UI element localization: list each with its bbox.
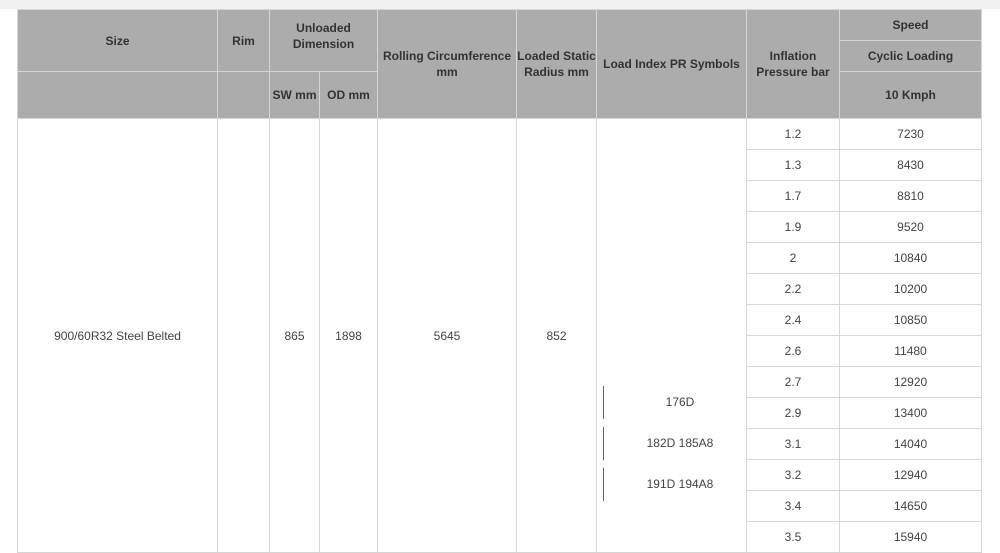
loaded-static-radius-cell: 852 <box>517 119 597 553</box>
cyclic-load-value: 9520 <box>840 212 982 243</box>
inflation-pressure-value: 3.2 <box>747 460 840 491</box>
cyclic-load-value: 7230 <box>840 119 982 150</box>
cyclic-load-value: 14040 <box>840 429 982 460</box>
cyclic-load-value: 8430 <box>840 150 982 181</box>
header-unloaded-dimension-label: Unloaded Dimension <box>292 20 355 51</box>
header-loaded-static-radius: Loaded Static Radius mm <box>517 10 597 119</box>
cyclic-load-value: 8810 <box>840 181 982 212</box>
header-sw: SW mm <box>270 72 320 119</box>
header-unloaded-dimension <box>270 10 378 72</box>
table-body <box>18 119 982 553</box>
cyclic-load-value: 10840 <box>840 243 982 274</box>
header-rim: Rim <box>218 10 270 72</box>
cyclic-load-value: 11480 <box>840 336 982 367</box>
header-od: OD mm <box>320 72 378 119</box>
inflation-pressure-value: 1.7 <box>747 181 840 212</box>
cyclic-load-value: 15940 <box>840 522 982 553</box>
header-speed: Speed <box>840 10 982 41</box>
page-top-strip <box>0 0 1000 9</box>
inflation-pressure-value: 2 <box>747 243 840 274</box>
tire-spec-table <box>17 9 982 553</box>
header-load-index: Load Index PR Symbols <box>597 10 747 119</box>
inflation-pressure-value: 2.9 <box>747 398 840 429</box>
tire-od-cell: 1898 <box>320 119 378 553</box>
cyclic-load-value: 12920 <box>840 367 982 398</box>
table-wrapper <box>17 9 982 553</box>
header-speed-value: 10 Kmph <box>840 72 982 119</box>
tire-size-cell: 900/60R32 Steel Belted <box>18 119 218 553</box>
rolling-circumference-cell: 5645 <box>378 119 517 553</box>
inflation-pressure-value: 2.6 <box>747 336 840 367</box>
header-rim-cont <box>218 72 270 119</box>
load-index-item: 176D <box>603 386 746 419</box>
header-cyclic-loading: Cyclic Loading <box>840 41 982 72</box>
inflation-pressure-value: 2.7 <box>747 367 840 398</box>
load-index-item: 191D 194A8 <box>603 468 746 501</box>
table-row <box>18 119 982 150</box>
inflation-pressure-value: 1.3 <box>747 150 840 181</box>
load-index-item: 182D 185A8 <box>603 427 746 460</box>
inflation-pressure-value: 3.1 <box>747 429 840 460</box>
header-inflation-pressure: Inflation Pressure bar <box>747 10 840 119</box>
inflation-pressure-value: 1.9 <box>747 212 840 243</box>
cyclic-load-value: 14650 <box>840 491 982 522</box>
tire-rim-cell <box>218 119 270 553</box>
inflation-pressure-value: 3.4 <box>747 491 840 522</box>
cyclic-load-value: 10200 <box>840 274 982 305</box>
inflation-pressure-value: 2.4 <box>747 305 840 336</box>
cyclic-load-value: 12940 <box>840 460 982 491</box>
load-index-cell <box>597 119 747 553</box>
cyclic-load-value: 13400 <box>840 398 982 429</box>
load-index-list <box>597 386 746 501</box>
inflation-pressure-value: 3.5 <box>747 522 840 553</box>
header-size: Size <box>18 10 218 72</box>
header-size-cont <box>18 72 218 119</box>
tire-sw-cell: 865 <box>270 119 320 553</box>
inflation-pressure-value: 1.2 <box>747 119 840 150</box>
cyclic-load-value: 10850 <box>840 305 982 336</box>
header-rolling-circumference: Rolling Circumference mm <box>378 10 517 119</box>
inflation-pressure-value: 2.2 <box>747 274 840 305</box>
